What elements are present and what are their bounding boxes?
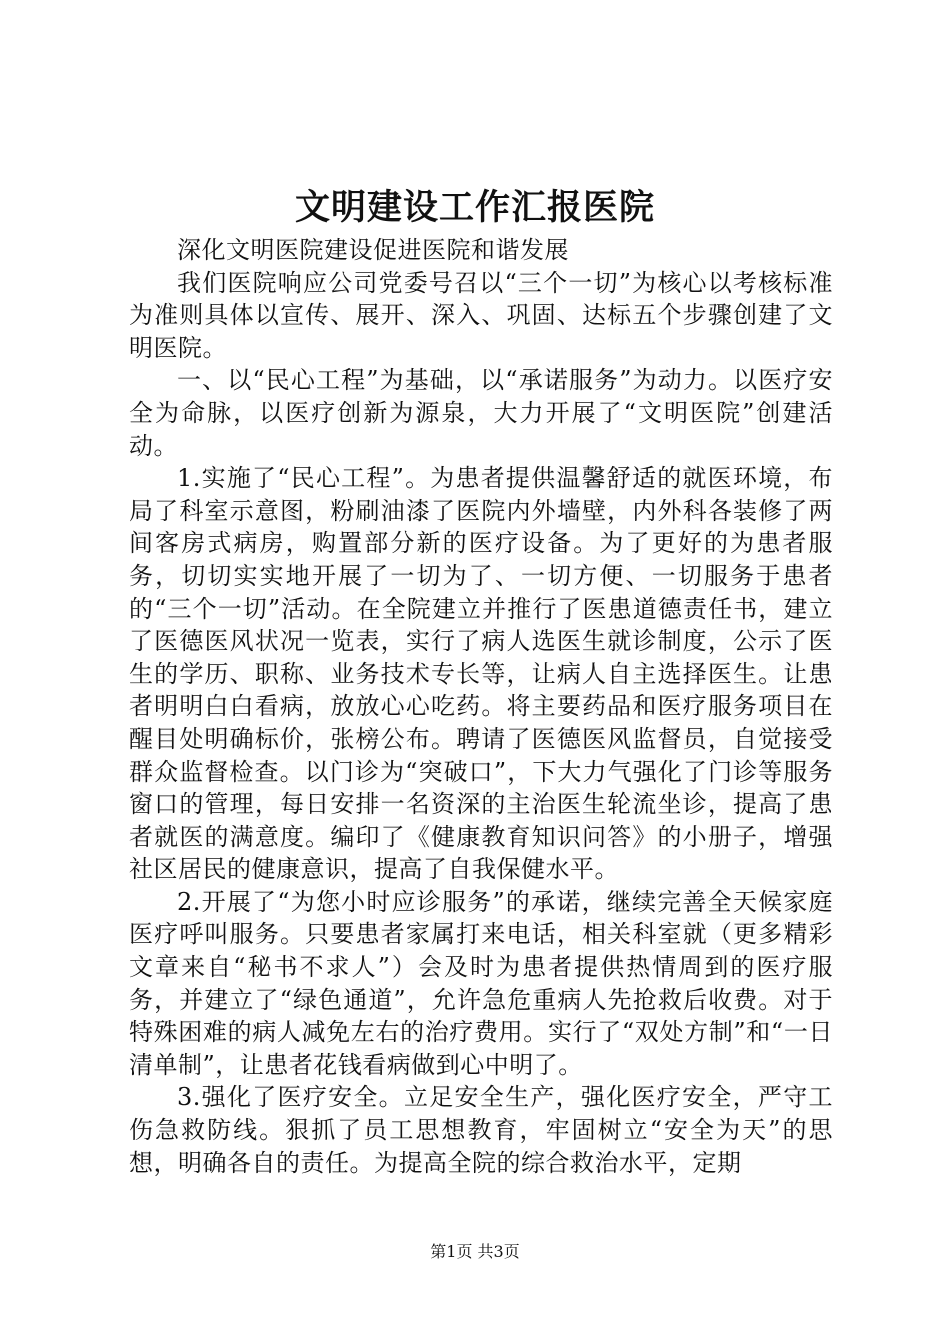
page-footer: 第1页 共3页 [430,1242,520,1261]
document-title: 文明建设工作汇报医院 [294,187,655,228]
document-body [129,234,833,1179]
body-paragraph: 2.开展了“为您小时应诊服务”的承诺，继续完善全天候家庭医疗呼叫服务。只要患者家属打来电话，相关科室就（更多精彩文章来自“秘书不求人”）会及时为患者提供热情周到的医疗服务，并建立了“绿色通道”，允许急危重病人先抢救后收费。对于特殊困难的病人减免左右的治疗费用。实行了“双处方制”和“一日清单制”，让患者花钱看病做到心中明了。 [129,887,833,1079]
body-paragraph: 一、以“民心工程”为基础，以“承诺服务”为动力。以医疗安全为命脉，以医疗创新为源泉，大力开展了“文明医院”创建活动。 [129,366,833,460]
body-paragraph: 我们医院响应公司党委号召以“三个一切”为核心以考核标准为准则具体以宣传、展开、深入、巩固、达标五个步骤创建了文明医院。 [129,268,833,362]
subtitle-paragraph: 深化文明医院建设促进医院和谐发展 [177,236,569,264]
body-paragraph: 3.强化了医疗安全。立足安全生产，强化医疗安全，严守工伤急救防线。狠抓了员工思想教育，牢固树立“安全为天”的思想，明确各自的责任。为提高全院的综合救治水平，定期 [129,1083,833,1177]
body-paragraph: 1.实施了“民心工程”。为患者提供温馨舒适的就医环境，布局了科室示意图，粉刷油漆了医院内外墙壁，内外科各装修了两间客房式病房，购置部分新的医疗设备。为了更好的为患者服务，切切实实地开展了一切为了、一切方便、一切服务于患者的“三个一切”活动。在全院建立并推行了医患道德责任书，建立了医德医风状况一览表，实行了病人选医生就诊制度，公示了医生的学历、职称、业务技术专长等，让病人自主选择医生。让患者明明白白看病，放放心心吃药。将主要药品和医疗服务项目在醒目处明确标价，张榜公布。聘请了医德医风监督员，自觉接受群众监督检查。以门诊为“突破口”，下大力气强化了门诊等服务窗口的管理，每日安排一名资深的主治医生轮流坐诊，提高了患者就医的满意度。编印了《健康教育知识问答》的小册子，增强社区居民的健康意识，提高了自我保健水平。 [129,464,833,884]
